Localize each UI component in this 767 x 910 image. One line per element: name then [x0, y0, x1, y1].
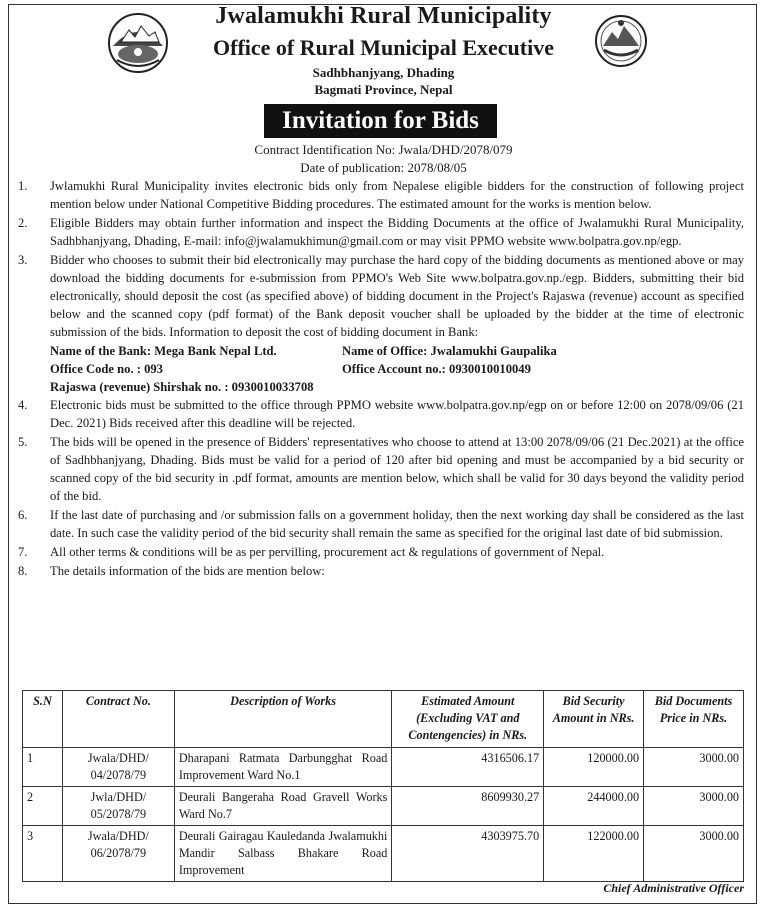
item-text: Eligible Bidders may obtain further information and inspect the Bidding Documents at the office of Jwalamukhi Rural Municipality, Sadhbhanjyang, Dhading, E-mail: info@jwalamukhimun@gmail.com or may visit PPMO website www.bolpatra.gov.np/egp.: [50, 216, 744, 248]
notice-item: [18, 214, 744, 250]
item-number: 3.: [18, 253, 28, 267]
item-text: The details information of the bids are mention below:: [50, 564, 325, 578]
publication-date: Date of publication: 2078/08/05: [300, 160, 467, 175]
cell-description: Deurali Gairagau Kauledanda Jwalamukhi Mandir Salbass Bhakare Road Improvement: [174, 826, 392, 882]
notice-item: [18, 251, 744, 341]
address-line-2: Bagmati Province, Nepal: [314, 82, 453, 97]
cell-price: 3000.00: [644, 826, 744, 882]
item-text: If the last date of purchasing and /or submission falls on a government holiday, then the next working day shall be considered as the last date. In such case the validity period of the bid security shall remain the same as specified for the original last date of bid submission.: [50, 508, 744, 540]
bank-row: [18, 342, 744, 360]
item-number: 6.: [18, 508, 28, 522]
item-number: 8.: [18, 564, 28, 578]
column-header: Bid Security Amount in NRs.: [544, 691, 644, 748]
cell-description: Dharapani Ratmata Darbungghat Road Improvement Ward No.1: [174, 748, 392, 787]
notice-item: [18, 177, 744, 213]
cell-security: 244000.00: [544, 787, 644, 826]
column-header: S.N: [23, 691, 63, 748]
item-text: The bids will be opened in the presence of Bidders' representatives who choose to attend at 13:00 2078/09/06 (21 Dec.2021) at the office of Sadhbhanjyang, Dhading. Bids must be valid for a period of 120 after bid opening and must be accompanied by a bid security or scanned copy of the bid security in .pdf format, amounts are mention below, which shall be valid for 30 days beyond the validity period of the bid.: [50, 435, 744, 503]
column-header: Description of Works: [174, 691, 392, 748]
bids-table: [22, 690, 744, 882]
item-number: 1.: [18, 179, 28, 193]
cell-price: 3000.00: [644, 748, 744, 787]
contract-id: Contract Identification No: Jwala/DHD/2078/079: [254, 142, 513, 157]
notice-item: [18, 562, 744, 580]
item-text: Jwlamukhi Rural Municipality invites electronic bids only from Nepalese eligible bidders for the construction of following project mention below under National Competitive Bidding procedures. The estimated amount for the works is mention below.: [50, 179, 744, 211]
address-line-1: Sadhbhanjyang, Dhading: [312, 65, 455, 80]
item-text: Bidder who chooses to submit their bid electronically may purchase the hard copy of the bidding documents as mentioned above or may download the bidding documents for e-submission from PPMO's Web Site www.bolpatra.gov.np./egp. Bidders, submitting their bid electronically, should deposit the cost (as specified above) of bidding document in the Project's Rajaswa (revenue) account as specified below and the scanned copy (pdf format) of the Bank deposit voucher shall be uploaded by the bidder at the time of electronic submission of the bids. Information to deposit the cost of bidding document in Bank:: [50, 253, 744, 339]
rajaswa-account: Rajaswa (revenue) Shirshak no. : 0930010033708: [50, 380, 314, 394]
office-account: Office Account no.: 0930010010049: [342, 362, 531, 376]
cell-description: Deurali Bangeraha Road Gravell Works Ward No.7: [174, 787, 392, 826]
cell-price: 3000.00: [644, 787, 744, 826]
bank-row: [18, 378, 744, 396]
table-row: [23, 826, 744, 882]
table-row: [23, 748, 744, 787]
municipality-title: Jwalamukhi Rural Municipality: [215, 3, 552, 29]
cell-contract: Jwala/DHD/ 06/2078/79: [62, 826, 174, 882]
bank-row: [18, 360, 744, 378]
item-number: 2.: [18, 216, 28, 230]
office-code: Office Code no. : 093: [50, 362, 163, 376]
item-text: All other terms & conditions will be as per pervilling, procurement act & regulations of government of Nepal.: [50, 545, 605, 559]
notice-items: [18, 177, 744, 581]
cell-estimate: 4303975.70: [392, 826, 544, 882]
bank-name: Name of the Bank: Mega Bank Nepal Ltd.: [50, 344, 277, 358]
item-number: 5.: [18, 435, 28, 449]
cell-estimate: 8609930.27: [392, 787, 544, 826]
cell-sn: 2: [23, 787, 63, 826]
cell-contract: Jwala/DHD/ 04/2078/79: [62, 748, 174, 787]
office-title: Office of Rural Municipal Executive: [213, 35, 554, 60]
cell-contract: Jwla/DHD/ 05/2078/79: [62, 787, 174, 826]
table-row: [23, 787, 744, 826]
cell-estimate: 4316506.17: [392, 748, 544, 787]
signature: Chief Administrative Officer: [603, 881, 744, 895]
item-number: 4.: [18, 398, 28, 412]
office-name: Name of Office: Jwalamukhi Gaupalika: [342, 344, 557, 358]
notice-item: [18, 543, 744, 561]
column-header: Contract No.: [62, 691, 174, 748]
cell-security: 122000.00: [544, 826, 644, 882]
notice-item: [18, 433, 744, 505]
cell-sn: 1: [23, 748, 63, 787]
item-text: Electronic bids must be submitted to the office through PPMO website www.bolpatra.gov.np/egp on or before 12:00 on 2078/09/06 (21 Dec. 2021) Bids received after this deadline will be rejected.: [50, 398, 744, 430]
table-header-row: [23, 691, 744, 748]
column-header: Bid Documents Price in NRs.: [644, 691, 744, 748]
item-number: 7.: [18, 545, 28, 559]
cell-sn: 3: [23, 826, 63, 882]
notice-item: [18, 506, 744, 542]
notice-item: [18, 396, 744, 432]
invitation-banner: Invitation for Bids: [264, 104, 497, 138]
column-header: Estimated Amount (Excluding VAT and Contengencies) in NRs.: [392, 691, 544, 748]
cell-security: 120000.00: [544, 748, 644, 787]
